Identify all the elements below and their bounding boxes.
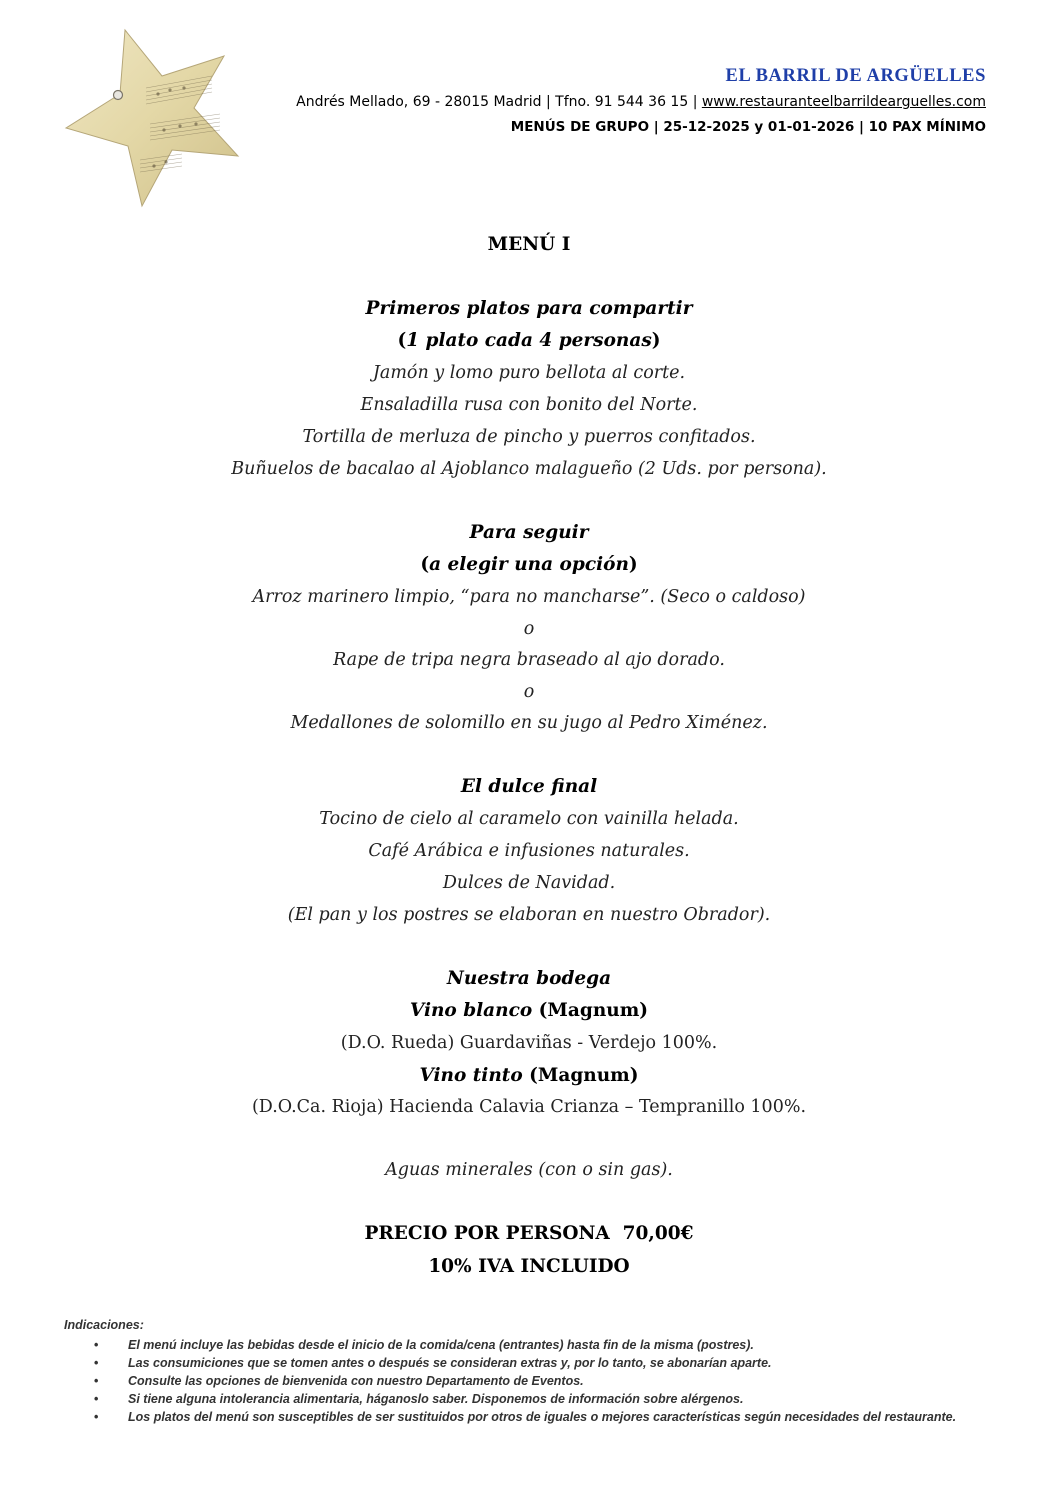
white-wine-item: (D.O. Rueda) Guardaviñas - Verdejo 100%. [340,1033,718,1053]
main-option: Medallones de solomillo en su jugo al Pedro Ximénez. [290,713,768,733]
bullet-icon: • [94,1410,99,1424]
bullet-icon: • [94,1392,99,1406]
or-separator: o [523,682,535,702]
list-item: • Los platos del menú son susceptibles de ser sustituidos por otros de iguales o mejores características según necesidades del restaurante. [94,1410,957,1424]
bullet-icon: • [94,1374,99,1388]
price-per-person: PRECIO POR PERSONA 70,00€ [364,1223,694,1244]
indications-section [64,1318,964,1426]
wine-heading: Nuestra bodega [446,968,612,989]
starter-item: Tortilla de merluza de pincho y puerros confitados. [302,427,756,447]
dessert-item: Café Arábica e infusiones naturales. [368,841,690,861]
mains-note: (a elegir una opción) [420,554,638,575]
restaurant-name: EL BARRIL DE ARGÜELLES [725,66,986,86]
list-item: • El menú incluye las bebidas desde el inicio de la comida/cena (entrantes) hasta fin de la misma (postres). [94,1338,754,1352]
menu-title: MENÚ I [487,234,571,255]
starter-item: Jamón y lomo puro bellota al corte. [372,363,686,383]
dessert-item: Dulces de Navidad. [442,873,616,893]
website-link[interactable]: www.restauranteelbarrildearguelles.com [701,94,986,110]
address-phone: Andrés Mellado, 69 - 28015 Madrid | Tfno. 91 544 36 15 | [296,94,702,110]
contact-line [296,94,986,110]
red-wine-heading: Vino tinto (Magnum) [419,1065,639,1086]
list-item: • Si tiene alguna intolerancia alimentaria, háganoslo saber. Disponemos de información sobre alérgenos. [94,1392,744,1406]
dessert-heading: El dulce final [460,776,598,797]
main-option: Rape de tripa negra braseado al ajo dorado. [333,650,725,670]
indications-heading: Indicaciones: [64,1318,144,1332]
indications-list [64,1336,964,1426]
bakery-note: (El pan y los postres se elaboran en nuestro Obrador). [287,905,771,925]
vat-included: 10% IVA INCLUIDO [428,1256,630,1277]
red-wine-item: (D.O.Ca. Rioja) Hacienda Calavia Crianza – Tempranillo 100%. [251,1097,807,1117]
or-separator: o [523,619,535,639]
starters-note: (1 plato cada 4 personas) [397,330,661,351]
starter-item: Buñuelos de bacalao al Ajoblanco malagueño (2 Uds. por persona). [231,459,827,479]
white-wine-heading: Vino blanco (Magnum) [409,1000,649,1021]
star-music-sheet-icon [62,28,248,210]
group-menu-subtitle: MENÚS DE GRUPO | 25-12-2025 y 01-01-2026 | 10 PAX MÍNIMO [510,119,986,135]
mains-heading: Para seguir [469,522,589,543]
dessert-item: Tocino de cielo al caramelo con vainilla helada. [319,809,739,829]
starters-heading: Primeros platos para compartir [365,298,693,319]
starter-item: Ensaladilla rusa con bonito del Norte. [360,395,698,415]
list-item: • Las consumiciones que se tomen antes o después se consideran extras y, por lo tanto, se abonarían aparte. [94,1356,772,1370]
bullet-icon: • [94,1338,99,1352]
list-item: • Consulte las opciones de bienvenida con nuestro Departamento de Eventos. [94,1374,584,1388]
main-option: Arroz marinero limpio, “para no mancharse”. (Seco o caldoso) [252,587,806,607]
water-item: Aguas minerales (con o sin gas). [385,1160,673,1180]
bullet-icon: • [94,1356,99,1370]
